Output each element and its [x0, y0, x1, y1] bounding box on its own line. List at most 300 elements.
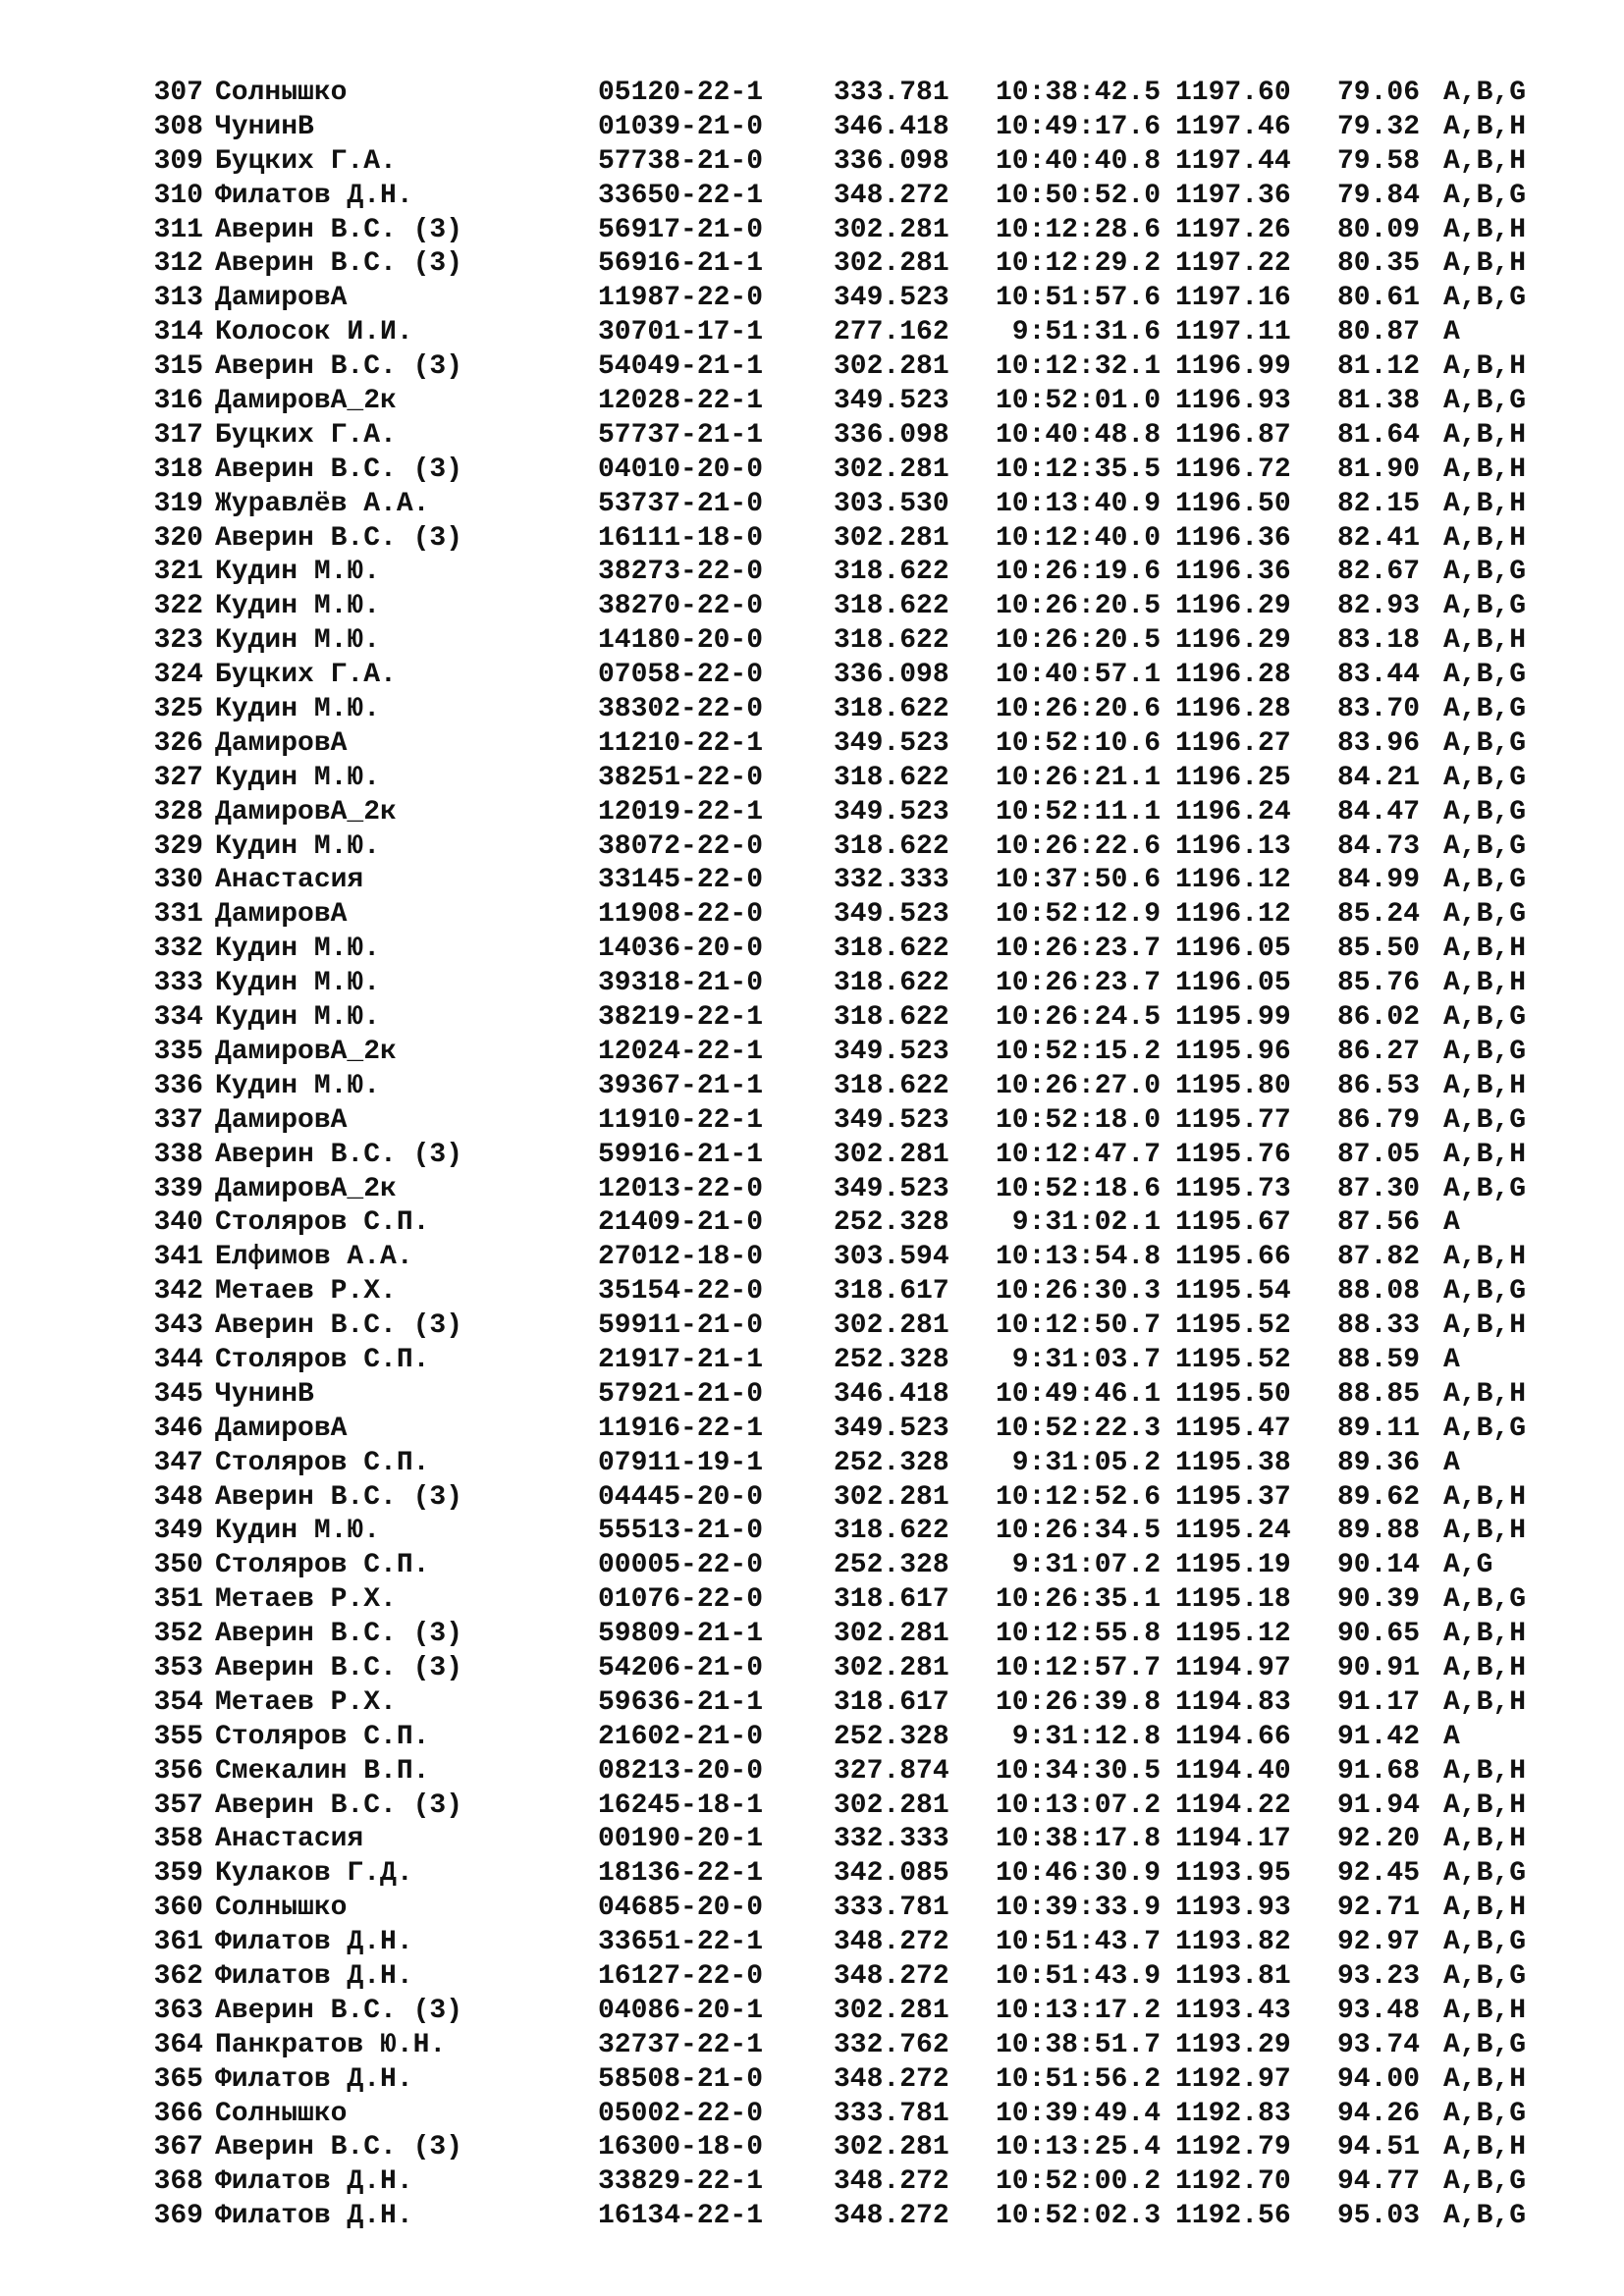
flags-cell: A,B,H: [1443, 2063, 1527, 2095]
value-cell: 342.085: [834, 1858, 949, 1890]
table-row: [144, 1070, 1558, 1104]
percent-cell: 88.59: [1337, 1344, 1421, 1375]
name-cell: Метаев Р.Х.: [215, 1584, 397, 1616]
time-cell: 10:12:35.5: [995, 454, 1161, 485]
score-cell: 1195.24: [1175, 1516, 1291, 1547]
percent-cell: 87.82: [1337, 1242, 1421, 1273]
value-cell: 348.272: [834, 180, 949, 211]
rank-cell: 356: [153, 1755, 203, 1787]
rank-cell: 349: [153, 1516, 203, 1547]
score-cell: 1196.29: [1175, 591, 1291, 622]
name-cell: Кудин М.Ю.: [215, 968, 381, 999]
flags-cell: A,B,H: [1443, 214, 1527, 245]
table-row: [144, 1823, 1558, 1857]
time-cell: 10:52:22.3: [995, 1413, 1161, 1444]
time-cell: 10:13:54.8: [995, 1242, 1161, 1273]
id-cell: 00005-22-0: [598, 1550, 764, 1581]
time-cell: 10:51:43.7: [995, 1927, 1161, 1958]
percent-cell: 83.18: [1337, 625, 1421, 657]
score-cell: 1196.12: [1175, 899, 1291, 931]
value-cell: 349.523: [834, 1413, 949, 1444]
table-row: [144, 1789, 1558, 1824]
value-cell: 302.281: [834, 351, 949, 383]
time-cell: 10:26:23.7: [995, 934, 1161, 965]
score-cell: 1195.50: [1175, 1378, 1291, 1410]
score-cell: 1195.96: [1175, 1036, 1291, 1067]
score-cell: 1197.11: [1175, 317, 1291, 348]
percent-cell: 89.88: [1337, 1516, 1421, 1547]
value-cell: 302.281: [834, 1789, 949, 1821]
time-cell: 10:26:30.3: [995, 1276, 1161, 1308]
table-row: [144, 1413, 1558, 1447]
table-row: [144, 1892, 1558, 1926]
score-cell: 1196.05: [1175, 968, 1291, 999]
name-cell: Солнышко: [215, 2098, 348, 2129]
id-cell: 54206-21-0: [598, 1652, 764, 1683]
percent-cell: 80.09: [1337, 214, 1421, 245]
value-cell: 348.272: [834, 2166, 949, 2198]
rank-cell: 313: [153, 283, 203, 314]
time-cell: 10:26:35.1: [995, 1584, 1161, 1616]
table-row: [144, 796, 1558, 830]
score-cell: 1197.22: [1175, 248, 1291, 280]
name-cell: Кулаков Г.Д.: [215, 1858, 413, 1890]
table-row: [144, 1378, 1558, 1413]
value-cell: 349.523: [834, 386, 949, 417]
time-cell: 10:13:17.2: [995, 1995, 1161, 2026]
percent-cell: 92.97: [1337, 1927, 1421, 1958]
table-row: [144, 111, 1558, 145]
score-cell: 1195.54: [1175, 1276, 1291, 1308]
percent-cell: 89.36: [1337, 1447, 1421, 1478]
rank-cell: 350: [153, 1550, 203, 1581]
percent-cell: 94.51: [1337, 2132, 1421, 2163]
table-row: [144, 1104, 1558, 1139]
name-cell: Метаев Р.Х.: [215, 1686, 397, 1718]
rank-cell: 326: [153, 727, 203, 759]
value-cell: 318.622: [834, 1002, 949, 1034]
flags-cell: A,B,G: [1443, 557, 1527, 588]
score-cell: 1197.36: [1175, 180, 1291, 211]
time-cell: 10:46:30.9: [995, 1858, 1161, 1890]
flags-cell: A,B,H: [1443, 1893, 1527, 1924]
value-cell: 348.272: [834, 2201, 949, 2232]
table-row: [144, 2098, 1558, 2132]
score-cell: 1192.97: [1175, 2063, 1291, 2095]
flags-cell: A,B,H: [1443, 1516, 1527, 1547]
table-row: [144, 556, 1558, 590]
value-cell: 332.333: [834, 865, 949, 896]
score-cell: 1195.77: [1175, 1104, 1291, 1136]
name-cell: Буцких Г.А.: [215, 145, 397, 177]
value-cell: 318.622: [834, 830, 949, 862]
score-cell: 1195.76: [1175, 1139, 1291, 1170]
rank-cell: 339: [153, 1173, 203, 1204]
flags-cell: A,B,G: [1443, 2166, 1527, 2198]
flags-cell: A,B,G: [1443, 899, 1527, 931]
flags-cell: A,B,H: [1443, 1070, 1527, 1101]
name-cell: Кудин М.Ю.: [215, 830, 381, 862]
rank-cell: 360: [153, 1893, 203, 1924]
percent-cell: 84.99: [1337, 865, 1421, 896]
table-row: [144, 1995, 1558, 2029]
rank-cell: 343: [153, 1310, 203, 1342]
name-cell: Аверин В.С. (3): [215, 1139, 463, 1170]
value-cell: 302.281: [834, 1995, 949, 2026]
percent-cell: 87.30: [1337, 1173, 1421, 1204]
table-row: [144, 967, 1558, 1001]
time-cell: 10:49:46.1: [995, 1378, 1161, 1410]
id-cell: 11910-22-1: [598, 1104, 764, 1136]
rank-cell: 345: [153, 1378, 203, 1410]
value-cell: 277.162: [834, 317, 949, 348]
rank-cell: 307: [153, 78, 203, 108]
name-cell: Панкратов Ю.Н.: [215, 2029, 447, 2060]
flags-cell: A,B,H: [1443, 454, 1527, 485]
name-cell: Буцких Г.А.: [215, 419, 397, 451]
time-cell: 10:26:19.6: [995, 557, 1161, 588]
percent-cell: 90.14: [1337, 1550, 1421, 1581]
score-cell: 1197.46: [1175, 111, 1291, 142]
id-cell: 16127-22-0: [598, 1960, 764, 1992]
id-cell: 04685-20-0: [598, 1893, 764, 1924]
percent-cell: 93.23: [1337, 1960, 1421, 1992]
percent-cell: 90.91: [1337, 1652, 1421, 1683]
flags-cell: A: [1443, 1721, 1460, 1752]
name-cell: Аверин В.С. (3): [215, 1619, 463, 1650]
score-cell: 1195.18: [1175, 1584, 1291, 1616]
flags-cell: A,B,G: [1443, 1584, 1527, 1616]
rank-cell: 328: [153, 796, 203, 828]
flags-cell: A,B,H: [1443, 625, 1527, 657]
flags-cell: A,B,G: [1443, 762, 1527, 793]
percent-cell: 84.47: [1337, 796, 1421, 828]
rank-cell: 363: [153, 1995, 203, 2026]
name-cell: Солнышко: [215, 1893, 348, 1924]
time-cell: 10:12:55.8: [995, 1619, 1161, 1650]
time-cell: 10:12:47.7: [995, 1139, 1161, 1170]
flags-cell: A,G: [1443, 1550, 1493, 1581]
percent-cell: 94.00: [1337, 2063, 1421, 2095]
flags-cell: A,B,H: [1443, 1824, 1527, 1855]
id-cell: 27012-18-0: [598, 1242, 764, 1273]
time-cell: 10:26:21.1: [995, 762, 1161, 793]
rank-cell: 366: [153, 2098, 203, 2129]
rank-cell: 331: [153, 899, 203, 931]
id-cell: 07911-19-1: [598, 1447, 764, 1478]
score-cell: 1195.19: [1175, 1550, 1291, 1581]
name-cell: Кудин М.Ю.: [215, 557, 381, 588]
id-cell: 54049-21-1: [598, 351, 764, 383]
id-cell: 01076-22-0: [598, 1584, 764, 1616]
value-cell: 302.281: [834, 1481, 949, 1513]
time-cell: 10:12:29.2: [995, 248, 1161, 280]
value-cell: 336.098: [834, 419, 949, 451]
id-cell: 39367-21-1: [598, 1070, 764, 1101]
time-cell: 10:39:49.4: [995, 2098, 1161, 2129]
value-cell: 349.523: [834, 1173, 949, 1204]
id-cell: 16111-18-0: [598, 522, 764, 554]
flags-cell: A,B,G: [1443, 2201, 1527, 2232]
name-cell: Солнышко: [215, 78, 348, 108]
flags-cell: A,B,H: [1443, 248, 1527, 280]
value-cell: 302.281: [834, 522, 949, 554]
rank-cell: 369: [153, 2201, 203, 2232]
flags-cell: A,B,H: [1443, 145, 1527, 177]
rank-cell: 347: [153, 1447, 203, 1478]
time-cell: 10:52:18.0: [995, 1104, 1161, 1136]
rank-cell: 314: [153, 317, 203, 348]
time-cell: 10:26:27.0: [995, 1070, 1161, 1101]
time-cell: 10:26:22.6: [995, 830, 1161, 862]
id-cell: 38270-22-0: [598, 591, 764, 622]
percent-cell: 79.84: [1337, 180, 1421, 211]
table-row: [144, 1652, 1558, 1686]
flags-cell: A,B,G: [1443, 2029, 1527, 2060]
score-cell: 1193.29: [1175, 2029, 1291, 2060]
value-cell: 318.622: [834, 1516, 949, 1547]
name-cell: Журавлёв А.А.: [215, 488, 430, 519]
flags-cell: A,B,G: [1443, 1858, 1527, 1890]
score-cell: 1193.93: [1175, 1893, 1291, 1924]
percent-cell: 81.64: [1337, 419, 1421, 451]
rank-cell: 318: [153, 454, 203, 485]
flags-cell: A,B,H: [1443, 1789, 1527, 1821]
table-row: [144, 2131, 1558, 2165]
score-cell: 1192.56: [1175, 2201, 1291, 2232]
table-row: [144, 1001, 1558, 1036]
table-row: [144, 316, 1558, 350]
name-cell: ДамировА_2к: [215, 1036, 397, 1067]
time-cell: 10:40:40.8: [995, 145, 1161, 177]
percent-cell: 90.39: [1337, 1584, 1421, 1616]
score-cell: 1196.12: [1175, 865, 1291, 896]
value-cell: 318.622: [834, 934, 949, 965]
table-row: [144, 214, 1558, 248]
percent-cell: 80.61: [1337, 283, 1421, 314]
score-cell: 1194.22: [1175, 1789, 1291, 1821]
percent-cell: 82.93: [1337, 591, 1421, 622]
name-cell: Филатов Д.Н.: [215, 180, 413, 211]
table-row: [144, 1618, 1558, 1652]
id-cell: 57921-21-0: [598, 1378, 764, 1410]
value-cell: 332.762: [834, 2029, 949, 2060]
id-cell: 38251-22-0: [598, 762, 764, 793]
rank-cell: 346: [153, 1413, 203, 1444]
id-cell: 38302-22-0: [598, 694, 764, 725]
score-cell: 1196.50: [1175, 488, 1291, 519]
id-cell: 16245-18-1: [598, 1789, 764, 1821]
percent-cell: 94.26: [1337, 2098, 1421, 2129]
table-row: [144, 419, 1558, 454]
score-cell: 1192.70: [1175, 2166, 1291, 2198]
value-cell: 303.594: [834, 1242, 949, 1273]
value-cell: 349.523: [834, 1036, 949, 1067]
value-cell: 333.781: [834, 2098, 949, 2129]
flags-cell: A,B,H: [1443, 522, 1527, 554]
time-cell: 10:26:24.5: [995, 1002, 1161, 1034]
percent-cell: 86.53: [1337, 1070, 1421, 1101]
rank-cell: 308: [153, 111, 203, 142]
percent-cell: 80.35: [1337, 248, 1421, 280]
percent-cell: 84.73: [1337, 830, 1421, 862]
score-cell: 1196.36: [1175, 522, 1291, 554]
id-cell: 56916-21-1: [598, 248, 764, 280]
time-cell: 9:51:31.6: [1011, 317, 1161, 348]
flags-cell: A,B,G: [1443, 283, 1527, 314]
id-cell: 38273-22-0: [598, 557, 764, 588]
value-cell: 349.523: [834, 1104, 949, 1136]
score-cell: 1196.72: [1175, 454, 1291, 485]
time-cell: 10:12:40.0: [995, 522, 1161, 554]
id-cell: 21602-21-0: [598, 1721, 764, 1752]
percent-cell: 79.58: [1337, 145, 1421, 177]
name-cell: Анастасия: [215, 865, 364, 896]
table-row: [144, 1721, 1558, 1755]
flags-cell: A,B,G: [1443, 1002, 1527, 1034]
flags-cell: A: [1443, 317, 1460, 348]
percent-cell: 83.96: [1337, 727, 1421, 759]
id-cell: 12013-22-0: [598, 1173, 764, 1204]
id-cell: 12028-22-1: [598, 386, 764, 417]
rank-cell: 323: [153, 625, 203, 657]
percent-cell: 83.44: [1337, 660, 1421, 691]
table-row: [144, 2029, 1558, 2063]
id-cell: 07058-22-0: [598, 660, 764, 691]
percent-cell: 92.71: [1337, 1893, 1421, 1924]
name-cell: Филатов Д.Н.: [215, 2166, 413, 2198]
table-row: [144, 1447, 1558, 1481]
name-cell: Кудин М.Ю.: [215, 934, 381, 965]
rank-cell: 362: [153, 1960, 203, 1992]
name-cell: ДамировА: [215, 283, 348, 314]
score-cell: 1196.27: [1175, 727, 1291, 759]
value-cell: 318.622: [834, 1070, 949, 1101]
percent-cell: 82.15: [1337, 488, 1421, 519]
rank-cell: 309: [153, 145, 203, 177]
flags-cell: A,B,H: [1443, 934, 1527, 965]
name-cell: Филатов Д.Н.: [215, 2201, 413, 2232]
id-cell: 04445-20-0: [598, 1481, 764, 1513]
id-cell: 59911-21-0: [598, 1310, 764, 1342]
percent-cell: 94.77: [1337, 2166, 1421, 2198]
value-cell: 252.328: [834, 1550, 949, 1581]
time-cell: 9:31:02.1: [1011, 1207, 1161, 1239]
time-cell: 10:12:28.6: [995, 214, 1161, 245]
table-row: [144, 1481, 1558, 1516]
time-cell: 10:12:50.7: [995, 1310, 1161, 1342]
flags-cell: A,B,G: [1443, 1960, 1527, 1992]
percent-cell: 90.65: [1337, 1619, 1421, 1650]
value-cell: 302.281: [834, 214, 949, 245]
name-cell: Аверин В.С. (3): [215, 1310, 463, 1342]
id-cell: 53737-21-0: [598, 488, 764, 519]
rank-cell: 316: [153, 386, 203, 417]
value-cell: 349.523: [834, 283, 949, 314]
score-cell: 1197.16: [1175, 283, 1291, 314]
name-cell: Столяров С.П.: [215, 1550, 430, 1581]
table-row: [144, 762, 1558, 796]
score-cell: 1197.44: [1175, 145, 1291, 177]
name-cell: Кудин М.Ю.: [215, 694, 381, 725]
time-cell: 10:52:02.3: [995, 2201, 1161, 2232]
percent-cell: 82.67: [1337, 557, 1421, 588]
name-cell: Аверин В.С. (3): [215, 214, 463, 245]
table-row: [144, 2200, 1558, 2234]
percent-cell: 79.32: [1337, 111, 1421, 142]
score-cell: 1193.43: [1175, 1995, 1291, 2026]
rank-cell: 317: [153, 419, 203, 451]
table-row: [144, 933, 1558, 967]
time-cell: 10:40:57.1: [995, 660, 1161, 691]
name-cell: Аверин В.С. (3): [215, 1481, 463, 1513]
rank-cell: 364: [153, 2029, 203, 2060]
rank-cell: 337: [153, 1104, 203, 1136]
flags-cell: A,B,G: [1443, 1104, 1527, 1136]
table-row: [144, 1275, 1558, 1309]
name-cell: Кудин М.Ю.: [215, 1002, 381, 1034]
percent-cell: 87.05: [1337, 1139, 1421, 1170]
score-cell: 1197.60: [1175, 78, 1291, 108]
rank-cell: 353: [153, 1652, 203, 1683]
time-cell: 10:40:48.8: [995, 419, 1161, 451]
score-cell: 1195.47: [1175, 1413, 1291, 1444]
table-row: [144, 2063, 1558, 2098]
percent-cell: 91.17: [1337, 1686, 1421, 1718]
rank-cell: 325: [153, 694, 203, 725]
name-cell: Столяров С.П.: [215, 1344, 430, 1375]
value-cell: 348.272: [834, 2063, 949, 2095]
value-cell: 336.098: [834, 145, 949, 177]
score-cell: 1197.26: [1175, 214, 1291, 245]
rank-cell: 367: [153, 2132, 203, 2163]
score-cell: 1195.37: [1175, 1481, 1291, 1513]
value-cell: 333.781: [834, 78, 949, 108]
flags-cell: A: [1443, 1344, 1460, 1375]
value-cell: 302.281: [834, 1652, 949, 1683]
percent-cell: 88.33: [1337, 1310, 1421, 1342]
percent-cell: 92.20: [1337, 1824, 1421, 1855]
percent-cell: 91.94: [1337, 1789, 1421, 1821]
flags-cell: A,B,G: [1443, 591, 1527, 622]
score-cell: 1195.67: [1175, 1207, 1291, 1239]
score-cell: 1196.28: [1175, 694, 1291, 725]
value-cell: 302.281: [834, 1619, 949, 1650]
rank-cell: 334: [153, 1002, 203, 1034]
id-cell: 16300-18-0: [598, 2132, 764, 2163]
value-cell: 303.530: [834, 488, 949, 519]
value-cell: 318.622: [834, 591, 949, 622]
rank-cell: 361: [153, 1927, 203, 1958]
table-row: [144, 1583, 1558, 1618]
id-cell: 11916-22-1: [598, 1413, 764, 1444]
id-cell: 04086-20-1: [598, 1995, 764, 2026]
name-cell: ДамировА: [215, 899, 348, 931]
id-cell: 14180-20-0: [598, 625, 764, 657]
id-cell: 59636-21-1: [598, 1686, 764, 1718]
id-cell: 00190-20-1: [598, 1824, 764, 1855]
value-cell: 336.098: [834, 660, 949, 691]
id-cell: 11210-22-1: [598, 727, 764, 759]
time-cell: 9:31:12.8: [1011, 1721, 1161, 1752]
table-row: [144, 1173, 1558, 1207]
id-cell: 30701-17-1: [598, 317, 764, 348]
name-cell: Аверин В.С. (3): [215, 1789, 463, 1821]
rank-cell: 330: [153, 865, 203, 896]
rank-cell: 329: [153, 830, 203, 862]
value-cell: 318.622: [834, 694, 949, 725]
flags-cell: A,B,G: [1443, 180, 1527, 211]
